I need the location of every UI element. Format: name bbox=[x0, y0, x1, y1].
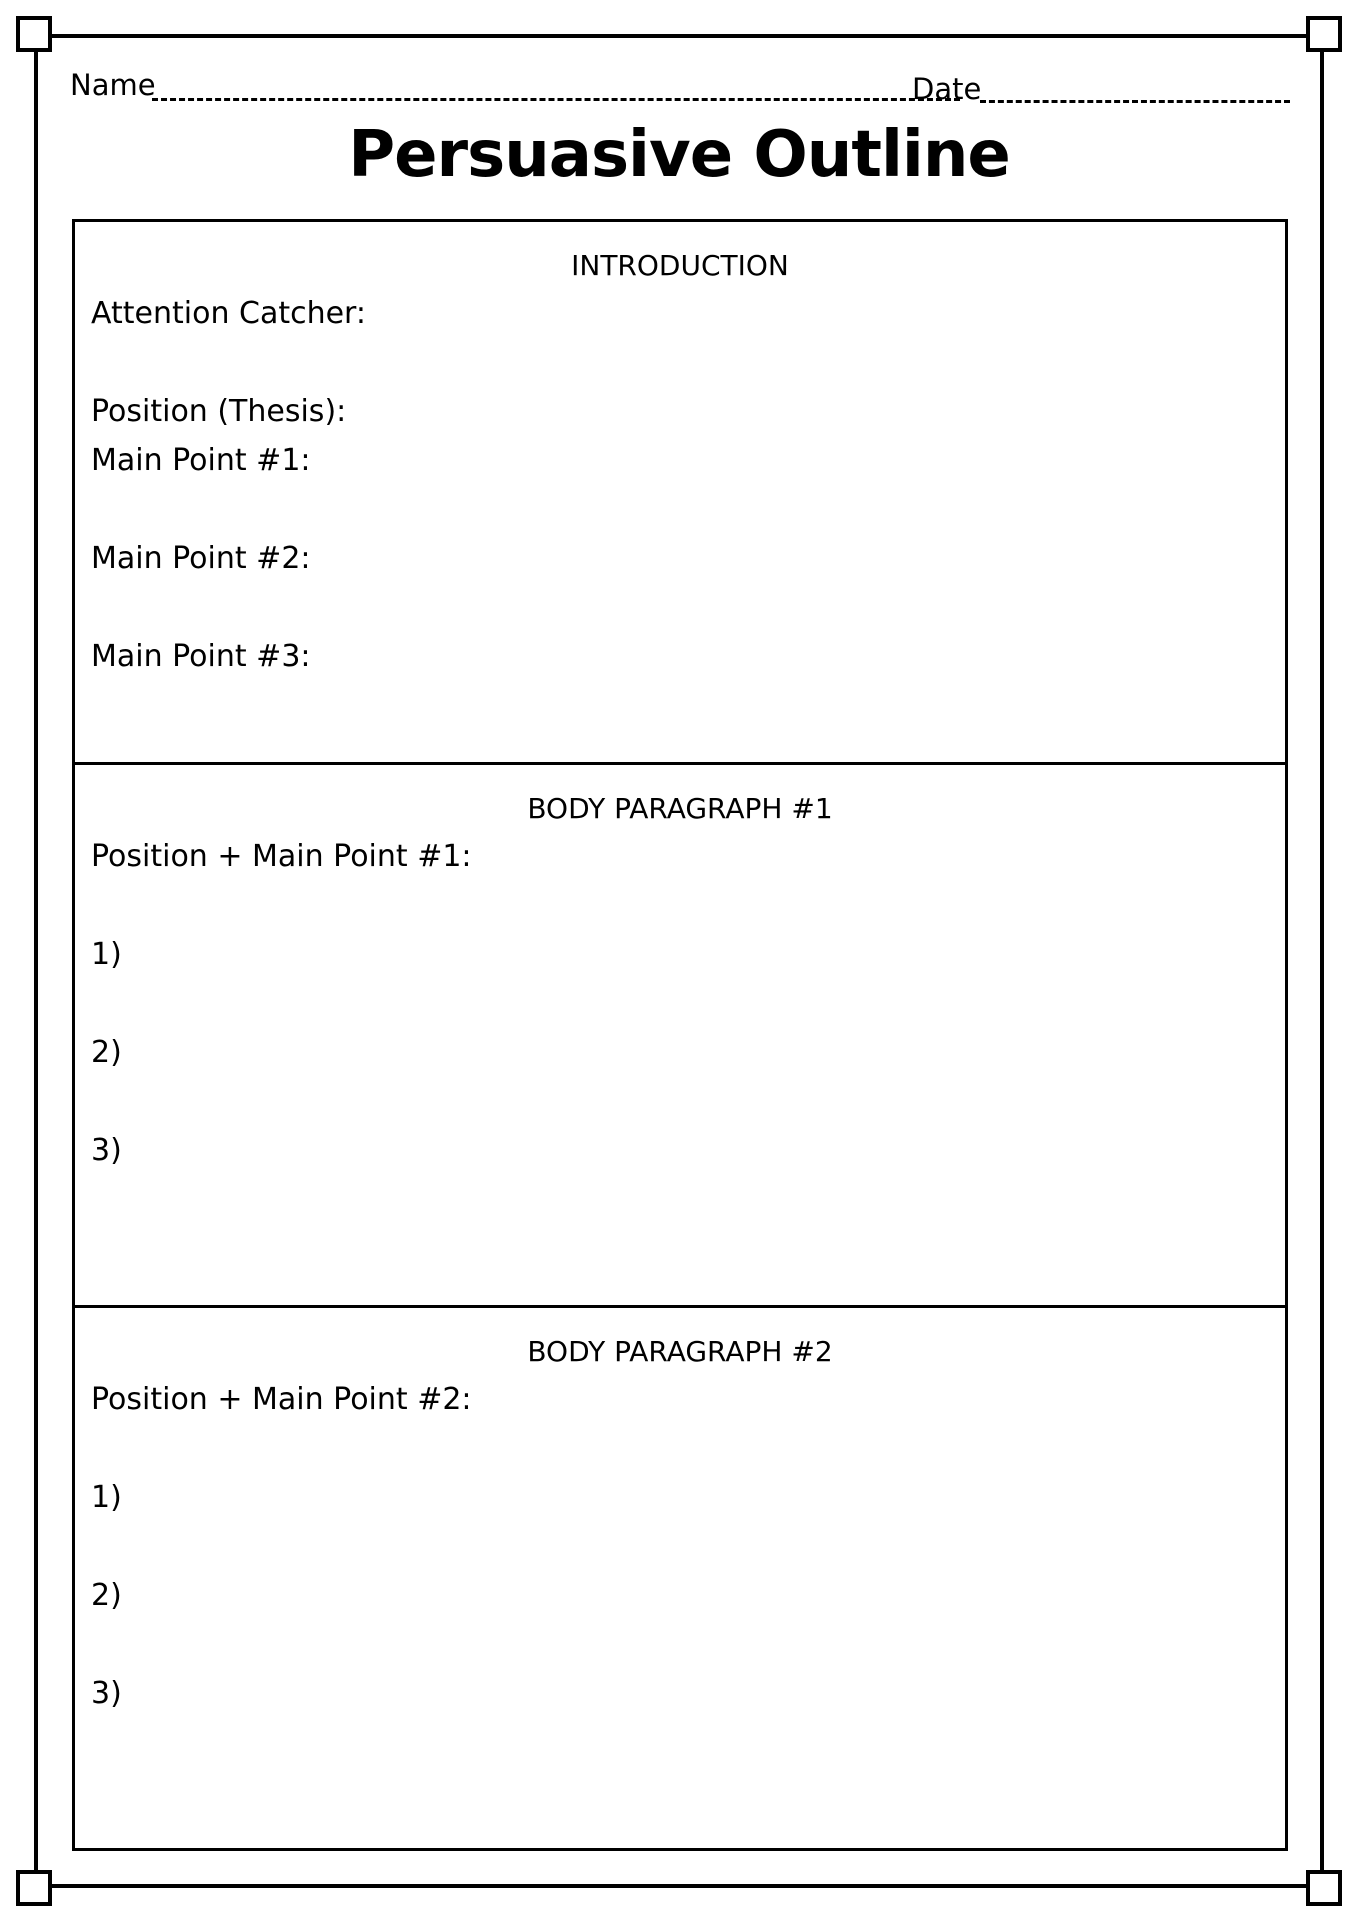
position-main-point-2-label: Position + Main Point #2: bbox=[91, 1382, 472, 1417]
name-field[interactable] bbox=[152, 98, 960, 101]
corner-square-bottom-right bbox=[1306, 1870, 1342, 1906]
corner-square-top-right bbox=[1306, 16, 1342, 52]
main-point-2-label: Main Point #2: bbox=[91, 541, 311, 576]
corner-square-bottom-left bbox=[16, 1870, 52, 1906]
main-point-3-label: Main Point #3: bbox=[91, 639, 311, 674]
introduction-section[interactable] bbox=[72, 219, 1288, 765]
body-paragraph-1-section[interactable] bbox=[72, 762, 1288, 1308]
page-title: Persuasive Outline bbox=[348, 118, 1010, 192]
body2-item-2-label: 2) bbox=[91, 1578, 122, 1613]
body-paragraph-2-section[interactable] bbox=[72, 1305, 1288, 1851]
date-field[interactable] bbox=[980, 100, 1290, 103]
position-main-point-1-label: Position + Main Point #1: bbox=[91, 839, 472, 874]
body1-item-3-label: 3) bbox=[91, 1133, 122, 1168]
body1-item-2-label: 2) bbox=[91, 1035, 122, 1070]
body2-item-3-label: 3) bbox=[91, 1676, 122, 1711]
main-point-1-label: Main Point #1: bbox=[91, 443, 311, 478]
attention-catcher-label: Attention Catcher: bbox=[91, 296, 366, 331]
body-paragraph-1-heading: BODY PARAGRAPH #1 bbox=[527, 792, 833, 825]
position-thesis-label: Position (Thesis): bbox=[91, 394, 347, 429]
body1-item-1-label: 1) bbox=[91, 937, 122, 972]
date-label: Date bbox=[912, 72, 982, 106]
body-paragraph-2-heading: BODY PARAGRAPH #2 bbox=[527, 1335, 833, 1368]
body2-item-1-label: 1) bbox=[91, 1480, 122, 1515]
corner-square-top-left bbox=[16, 16, 52, 52]
name-label: Name bbox=[70, 68, 156, 102]
name-date-row bbox=[70, 62, 1290, 112]
introduction-heading: INTRODUCTION bbox=[571, 249, 789, 282]
